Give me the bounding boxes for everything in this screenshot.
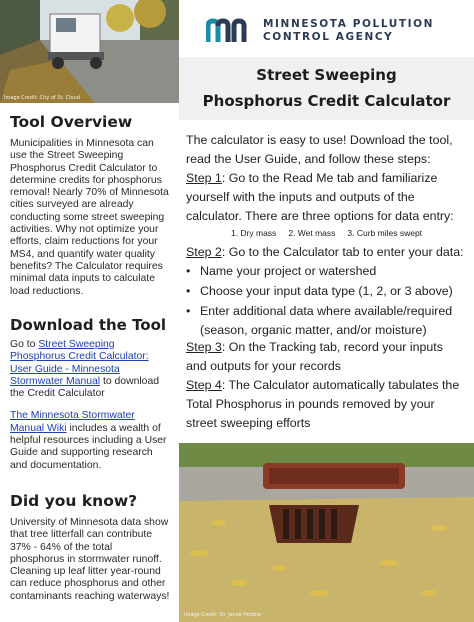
bullet-text: Choose your input data type (1, 2, or 3 above) <box>200 284 453 298</box>
calculator-user-guide-link[interactable]: Stormwater Manual <box>10 375 101 387</box>
bullet-icon: • <box>186 264 191 278</box>
storm-drain-photo <box>179 443 474 622</box>
text-line: read the User Guide, and follow these steps: <box>186 152 431 166</box>
step4-text <box>186 376 468 433</box>
calculator-user-guide-link[interactable]: User Guide - Minnesota <box>10 363 120 375</box>
tool-overview-body <box>10 138 176 298</box>
option-dry-mass: 1. Dry mass <box>230 228 277 238</box>
text-line: that tree litterfall can contribute <box>10 529 153 541</box>
text-line: calculator. There are three options for data entry: <box>186 209 454 223</box>
step2-bullet <box>186 302 468 340</box>
text-line: removal! Nearly 70% of Minnesota <box>10 187 169 199</box>
text-line: The calculator is easy to use! Download the tool, <box>186 133 453 147</box>
text-line: contaminants reaching waterways! <box>10 590 170 602</box>
street-sweeper-illustration <box>0 0 179 103</box>
tool-overview-heading: Tool Overview <box>10 113 133 131</box>
logo-text-line1: MINNESOTA POLLUTION <box>263 18 435 30</box>
left-column <box>0 0 179 622</box>
text-line: activities. Why not optimize your <box>10 224 159 236</box>
text-line: MS4, and quantify water quality <box>10 248 155 260</box>
text-line: determine credits for phosphorus <box>10 174 162 186</box>
text-line: efforts, claim reductions for your <box>10 236 158 248</box>
text-line: use the Street Sweeping <box>10 150 124 162</box>
step1-text <box>186 169 468 226</box>
calculator-user-guide-link[interactable]: Phosphorus Credit Calculator: <box>10 351 149 363</box>
page-title-line1: Street Sweeping <box>256 66 397 84</box>
photo-credit: Image Credit: Dr. Jacob Hobbie <box>184 612 261 618</box>
text-line <box>186 169 468 188</box>
text-line: 37% - 64% of the total <box>10 541 113 553</box>
mpca-logo-icon <box>206 18 258 44</box>
step2-text <box>186 243 468 262</box>
text-line: and outputs for your records <box>186 359 341 373</box>
step3-label: Step 3 <box>186 340 222 354</box>
data-entry-options <box>179 228 474 238</box>
text-line: street sweeping efforts <box>186 416 311 430</box>
text-line: Enter additional data where available/required <box>200 304 453 318</box>
text-line: cities surveyed are already <box>10 199 134 211</box>
right-column <box>179 0 474 622</box>
step4-label: Step 4 <box>186 378 222 392</box>
text-line: phosphorus in stormwater runoff. <box>10 553 162 565</box>
bullet-text <box>200 302 452 340</box>
text-fragment: : Go to the Calculator tab to enter your data: <box>221 245 464 259</box>
did-you-know-body <box>10 517 176 603</box>
text-line: the Credit Calculator <box>10 388 105 400</box>
text-fragment: : On the Tracking tab, record your inputs <box>221 340 443 354</box>
calculator-user-guide-link[interactable]: Street Sweeping <box>38 339 115 350</box>
download-body <box>10 339 176 472</box>
text-line: and documentation. <box>10 459 102 471</box>
step1-label: Step 1 <box>186 171 222 185</box>
option-wet-mass: 2. Wet mass <box>288 228 336 238</box>
text-line: Cleaning up leaf litter year-round <box>10 566 161 578</box>
bullet-icon: • <box>186 304 191 318</box>
step2-bullet <box>186 262 468 281</box>
text-fragment: to download <box>100 375 160 387</box>
text-fragment: Go to <box>10 339 39 350</box>
text-line: Guide and supporting research <box>10 447 153 459</box>
download-heading: Download the Tool <box>10 316 167 334</box>
stormwater-manual-wiki-link[interactable]: The Minnesota Stormwater <box>10 410 135 422</box>
text-line: Municipalities in Minnesota can <box>10 138 154 149</box>
text-line <box>186 376 468 395</box>
text-line <box>10 423 176 435</box>
step2-label: Step 2 <box>186 245 222 259</box>
intro-text <box>186 131 468 169</box>
text-line <box>10 339 176 351</box>
text-line: yourself with the inputs and outputs of the <box>186 190 415 204</box>
text-fragment: : The Calculator automatically tabulates the <box>221 378 460 392</box>
bullet-text: Name your project or watershed <box>200 264 377 278</box>
text-line: benefits? The Calculator requires <box>10 260 163 272</box>
text-line: can reduce phosphorus and other <box>10 578 166 590</box>
page-title-line2: Phosphorus Credit Calculator <box>202 92 451 110</box>
text-line: conducting some street sweeping <box>10 211 165 223</box>
photo-credit: Image Credit: City of St. Cloud <box>4 95 80 101</box>
spacer <box>10 400 176 410</box>
text-line <box>10 376 176 388</box>
text-line: Phosphorus Credit Calculator to <box>10 162 158 174</box>
text-line: (season, organic matter, and/or moisture) <box>200 323 427 337</box>
text-line: helpful resources including a User <box>10 435 167 447</box>
bullet-icon: • <box>186 284 191 298</box>
storm-drain-illustration <box>179 443 474 622</box>
did-you-know-heading: Did you know? <box>10 492 138 510</box>
logo-text-line2: CONTROL AGENCY <box>263 31 394 43</box>
option-curb-miles: 3. Curb miles swept <box>347 228 423 238</box>
text-line: load reductions. <box>10 285 84 297</box>
street-sweeper-photo <box>0 0 179 103</box>
text-line: Total Phosphorus in pounds removed by your <box>186 397 435 411</box>
stormwater-manual-wiki-link[interactable]: Manual Wiki <box>10 422 67 434</box>
text-line <box>186 338 468 357</box>
step3-text <box>186 338 468 376</box>
text-fragment: : Go to the Read Me tab and familiarize <box>221 171 438 185</box>
step2-bullet <box>186 282 468 301</box>
text-line: minimal data inputs to calculate <box>10 273 155 285</box>
text-fragment: includes a wealth of <box>66 422 161 434</box>
text-line: University of Minnesota data show <box>10 517 169 528</box>
